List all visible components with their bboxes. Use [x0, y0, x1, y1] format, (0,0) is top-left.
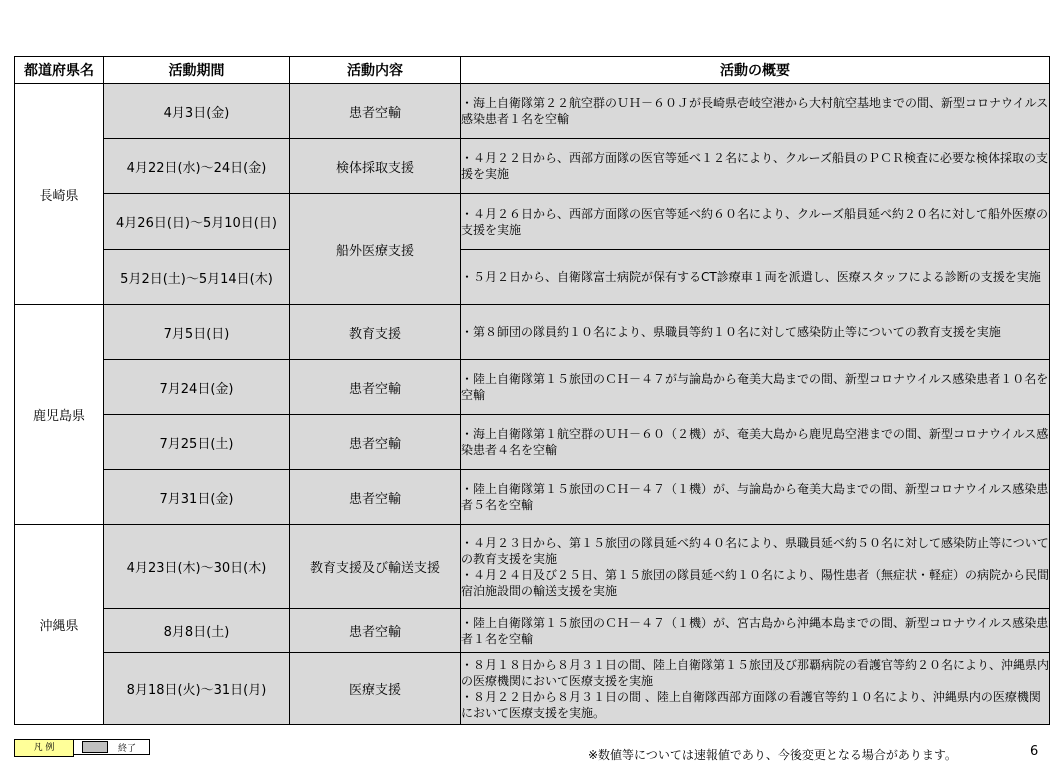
summary-line: ・第８師団の隊員約１０名により、県職員等約１０名に対して感染防止等についての教育支援を実施: [461, 325, 1001, 339]
period-cell: 8月18日(火)～31日(月): [104, 653, 290, 725]
summary-cell: [461, 139, 1050, 194]
table-row: [15, 305, 1050, 360]
activity-table: [14, 56, 1050, 725]
period-cell: 7月25日(土): [104, 415, 290, 470]
content-cell: 患者空輸: [290, 609, 461, 653]
legend-finished-label: 終了: [118, 743, 137, 754]
summary-line: ・陸上自衛隊第１５旅団のＣＨ－４７（１機）が、宮古島から沖縄本島までの間、新型コロナウイルス感染患者１名を空輸: [461, 615, 1049, 646]
legend: [14, 739, 150, 757]
summary-cell: [461, 305, 1050, 360]
content-cell: 患者空輸: [290, 470, 461, 525]
period-cell: 4月22日(水)～24日(金): [104, 139, 290, 194]
summary-cell: [461, 525, 1050, 609]
content-cell: 医療支援: [290, 653, 461, 725]
content-cell: 検体採取支援: [290, 139, 461, 194]
summary-line: ・陸上自衛隊第１５旅団のＣＨ－４７が与論島から奄美大島までの間、新型コロナウイルス感染患者１０名を空輸: [461, 372, 1049, 402]
summary-line: ・４月２３日から、第１５旅団の隊員延べ約４０名により、県職員延べ約５０名に対して感染防止等についての教育支援を実施: [461, 535, 1049, 566]
period-cell: 4月3日(金): [104, 84, 290, 139]
table-row: [15, 84, 1050, 139]
content-cell: 患者空輸: [290, 84, 461, 139]
period-cell: 4月26日(日)～5月10日(日): [104, 194, 290, 250]
summary-line: ・８月２２日から８月３１日の間 、陸上自衛隊西部方面隊の看護官等約１０名により、沖縄県内の医療機関において医療支援を実施。: [461, 689, 1041, 720]
footnote: ※数値等については速報値であり、今後変更となる場合があります。: [588, 748, 957, 762]
period-cell: 7月31日(金): [104, 470, 290, 525]
content-cell: 船外医療支援: [290, 194, 461, 305]
summary-cell: [461, 609, 1050, 653]
period-cell: 4月23日(木)～30日(木): [104, 525, 290, 609]
summary-cell: [461, 250, 1050, 305]
header-content: 活動内容: [290, 57, 461, 84]
prefecture-cell: 鹿児島県: [15, 305, 104, 525]
table-row: [15, 194, 1050, 250]
summary-line: ・４月２６日から、西部方面隊の医官等延べ約６０名により、クルーズ船員延べ約２０名に対して船外医療の支援を実施: [461, 206, 1049, 237]
table-row: [15, 470, 1050, 525]
page-number: 6: [1030, 744, 1039, 759]
legend-swatch: [82, 741, 108, 753]
content-cell: 患者空輸: [290, 360, 461, 415]
period-cell: 7月24日(金): [104, 360, 290, 415]
summary-line: ・５月２日から、自衛隊富士病院が保有するCT診療車１両を派遣し、医療スタッフによる診断の支援を実施: [461, 270, 1041, 284]
summary-cell: [461, 194, 1050, 250]
summary-cell: [461, 470, 1050, 525]
period-cell: 7月5日(日): [104, 305, 290, 360]
header-summary: 活動の概要: [461, 57, 1050, 84]
summary-cell: [461, 415, 1050, 470]
header-period: 活動期間: [104, 57, 290, 84]
legend-label: 凡 例: [14, 739, 74, 757]
table-row: [15, 360, 1050, 415]
summary-line: ・海上自衛隊第１航空群のＵＨ－６０（２機）が、奄美大島から鹿児島空港までの間、新型コロナウイルス感染患者４名を空輸: [461, 427, 1049, 457]
prefecture-cell: 沖縄県: [15, 525, 104, 725]
table-row: [15, 609, 1050, 653]
table-row: [15, 653, 1050, 725]
header-row: [15, 57, 1050, 84]
table-row: [15, 525, 1050, 609]
legend-item-finished: [74, 739, 150, 755]
summary-line: ・８月１８日から８月３１日の間、陸上自衛隊第１５旅団及び那覇病院の看護官等約２０名により、沖縄県内の医療機関において医療支援を実施: [461, 657, 1050, 688]
period-cell: 5月2日(土)～5月14日(木): [104, 250, 290, 305]
summary-cell: [461, 84, 1050, 139]
period-cell: 8月8日(土): [104, 609, 290, 653]
summary-line: ・海上自衛隊第２２航空群のＵＨ－６０Ｊが長崎県壱岐空港から大村航空基地までの間、新型コロナウイルス感染患者１名を空輸: [461, 96, 1049, 126]
summary-line: ・陸上自衛隊第１５旅団のＣＨ－４７（１機）が、与論島から奄美大島までの間、新型コロナウイルス感染患者５名を空輸: [461, 482, 1049, 512]
table-row: [15, 139, 1050, 194]
content-cell: 患者空輸: [290, 415, 461, 470]
content-cell: 教育支援: [290, 305, 461, 360]
table-row: [15, 415, 1050, 470]
prefecture-cell: 長崎県: [15, 84, 104, 305]
table-row: [15, 250, 1050, 305]
summary-line: ・４月２４日及び２５日、第１５旅団の隊員延べ約１０名により、陽性患者（無症状・軽症）の病院から民間宿泊施設間の輸送支援を実施: [461, 567, 1050, 598]
summary-cell: [461, 360, 1050, 415]
content-cell: 教育支援及び輸送支援: [290, 525, 461, 609]
summary-cell: [461, 653, 1050, 725]
summary-line: ・４月２２日から、西部方面隊の医官等延べ１２名により、クルーズ船員のＰＣＲ検査に必要な検体採取の支援を実施: [461, 151, 1049, 181]
header-prefecture: 都道府県名: [15, 57, 104, 84]
